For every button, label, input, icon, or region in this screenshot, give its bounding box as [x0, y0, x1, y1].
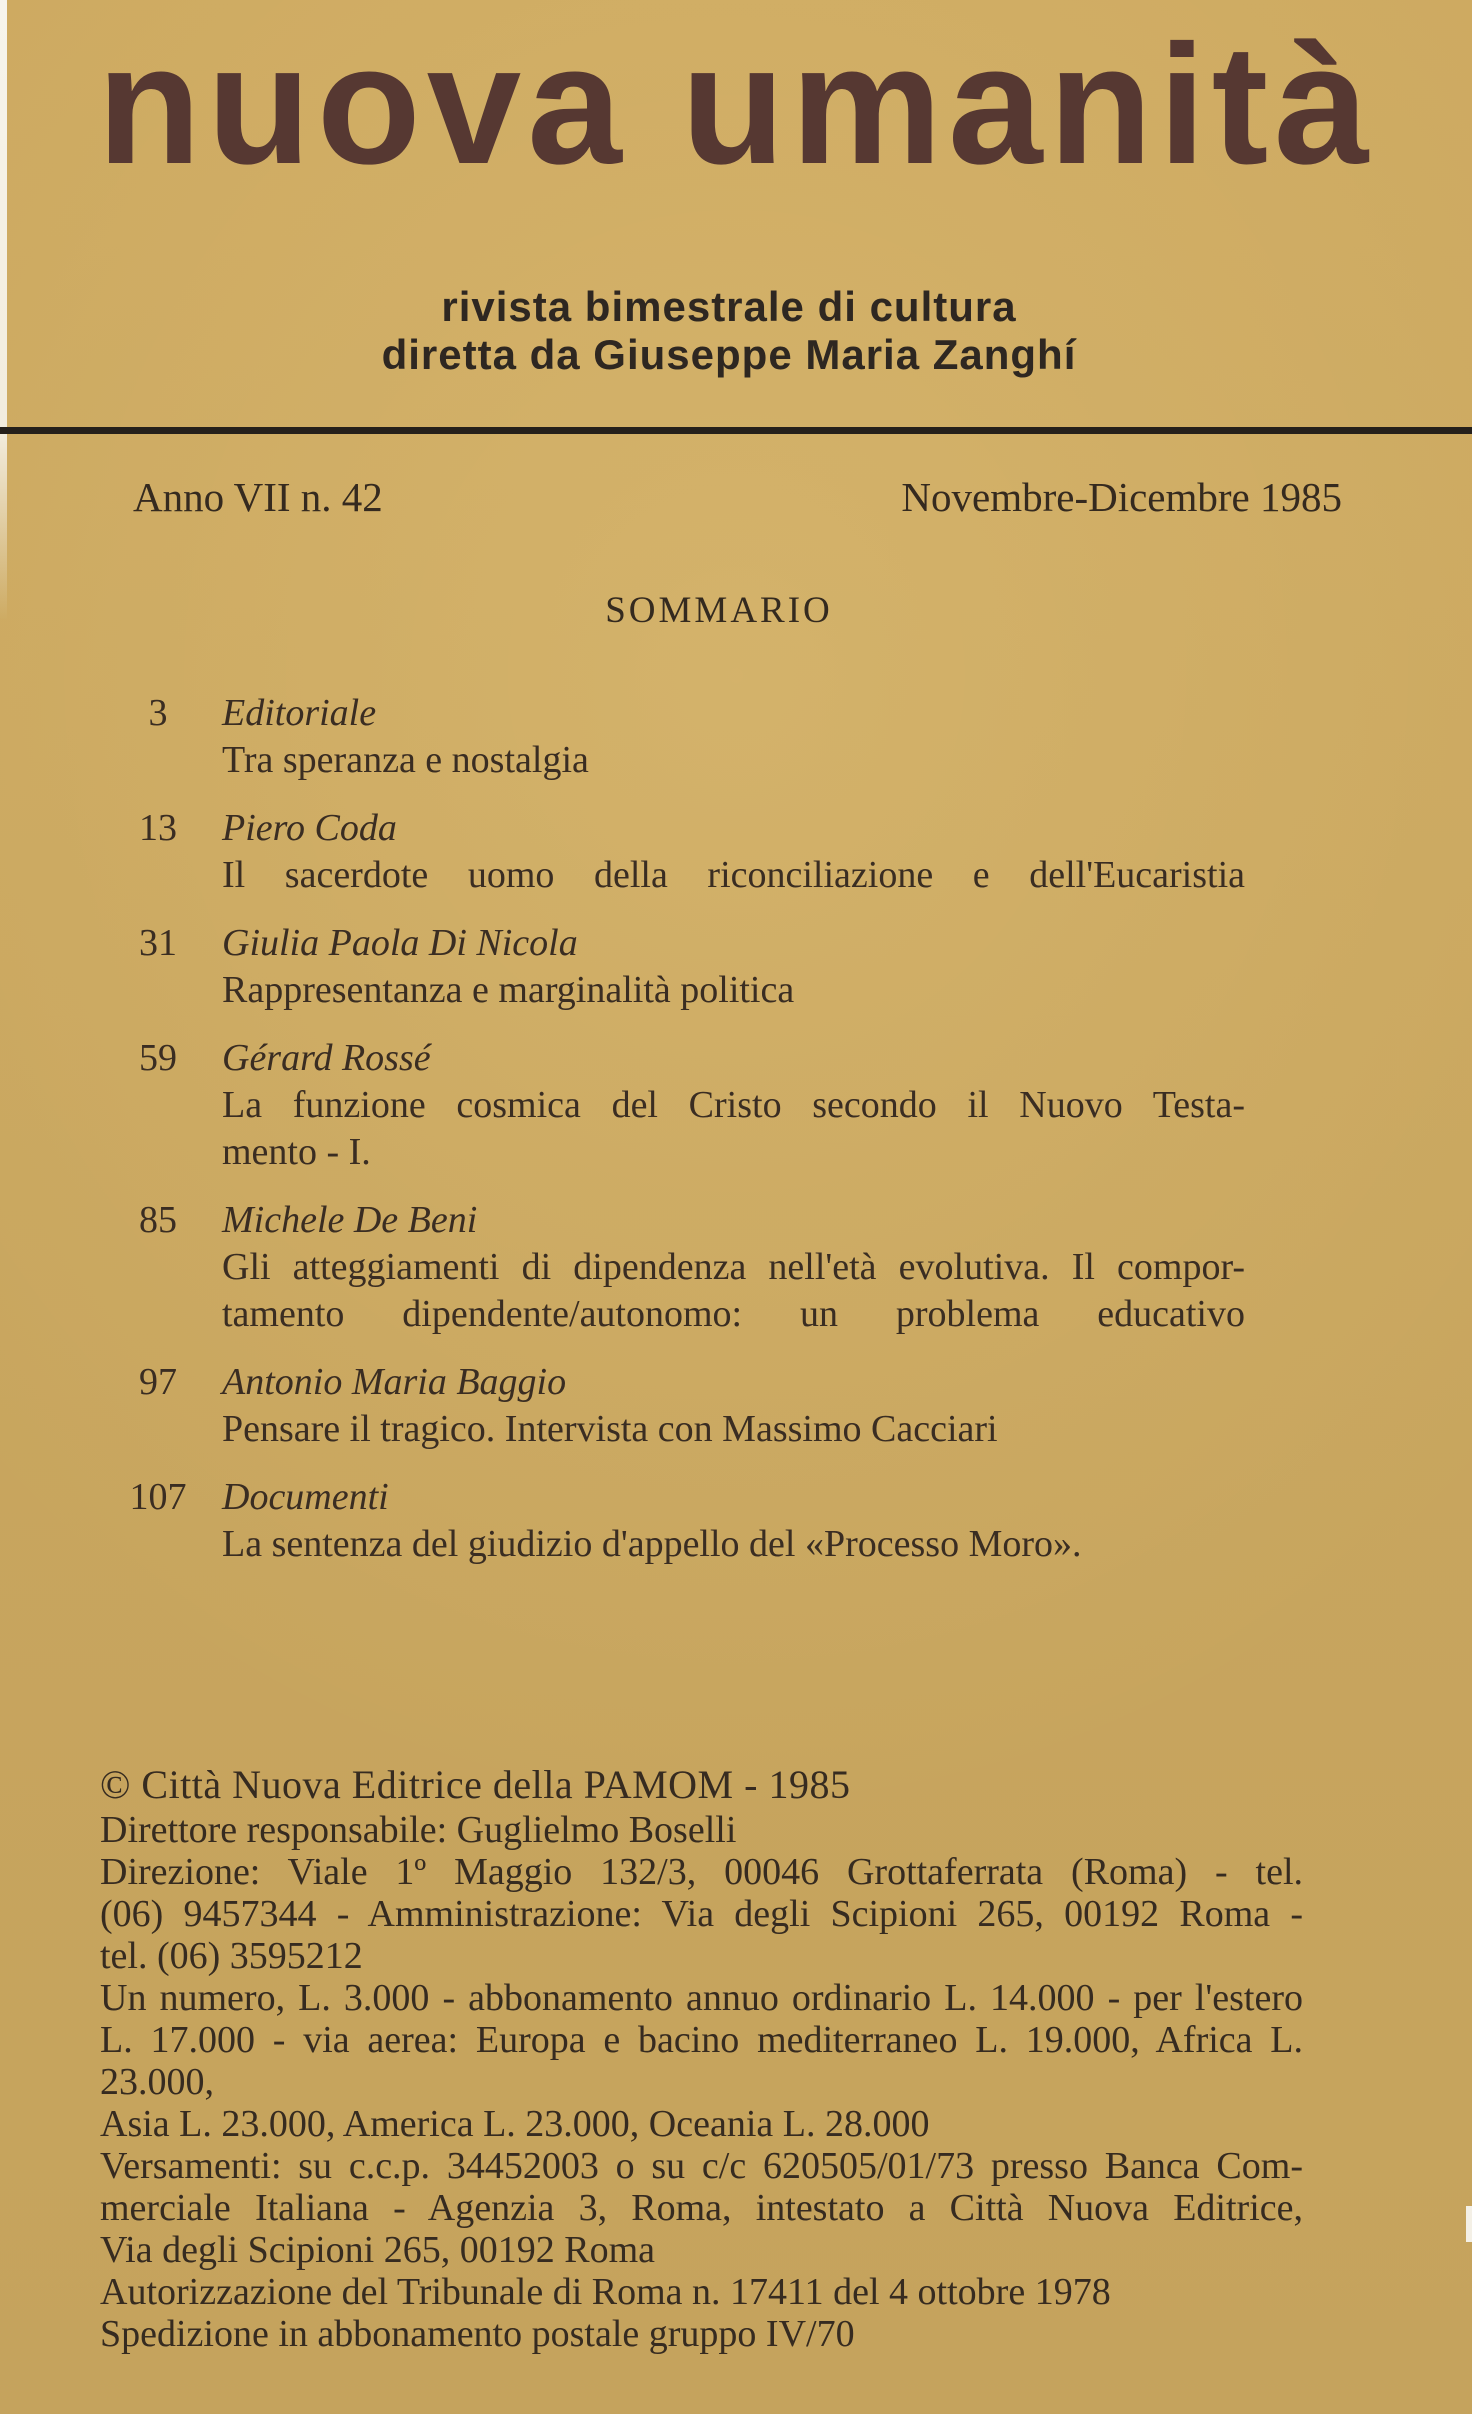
toc-entry	[123, 1035, 1245, 1176]
toc-page-number: 85	[139, 1199, 177, 1241]
toc-title-line: Rappresentanza e marginalità politica	[222, 969, 795, 1011]
toc-entry-body	[222, 1474, 1245, 1568]
divider-rule	[0, 427, 1472, 434]
toc-title-line: La funzione cosmica del Cristo secondo il Nuovo Testa-	[222, 1084, 1245, 1126]
toc-entry-body	[222, 1197, 1245, 1338]
colophon-line: L. 17.000 - via aerea: Europa e bacino mediterraneo L. 19.000, Africa L. 23.000,	[100, 2019, 1303, 2103]
toc-entry	[123, 1197, 1245, 1338]
table-of-contents	[123, 690, 1245, 1589]
toc-page-number: 3	[148, 692, 168, 734]
toc-entry	[123, 920, 1245, 1014]
toc-author: Michele De Beni	[222, 1199, 478, 1241]
toc-page-number: 31	[139, 922, 177, 964]
toc-page-number: 59	[139, 1037, 177, 1079]
scan-edge-artifact-right	[1466, 2206, 1472, 2242]
colophon	[100, 1764, 1303, 2355]
issue-number: Anno VII n. 42	[133, 474, 383, 520]
toc-title-line: Il sacerdote uomo della riconciliazione e dell'Eucaristia	[222, 854, 1245, 896]
toc-entry	[123, 690, 1245, 784]
toc-entry-body	[222, 1035, 1245, 1176]
toc-title-line: tamento dipendente/autonomo: un problema educativo	[222, 1293, 1245, 1335]
toc-author: Gérard Rossé	[222, 1037, 431, 1079]
toc-entry-body	[222, 805, 1245, 899]
colophon-line: (06) 9457344 - Amministrazione: Via degli Scipioni 265, 00192 Roma -	[100, 1893, 1303, 1935]
colophon-line: Direttore responsabile: Guglielmo Boselli	[100, 1809, 737, 1851]
toc-entry-body	[222, 920, 1245, 1014]
colophon-line: merciale Italiana - Agenzia 3, Roma, intestato a Città Nuova Editrice,	[100, 2187, 1303, 2229]
toc-heading: SOMMARIO	[605, 590, 833, 631]
toc-entry	[123, 1474, 1245, 1568]
toc-author: Editoriale	[222, 692, 377, 734]
subtitle-line-2: diretta da Giuseppe Maria Zanghí	[381, 331, 1077, 378]
masthead-subtitle	[0, 283, 1458, 379]
toc-title-line: Pensare il tragico. Intervista con Massimo Cacciari	[222, 1408, 998, 1450]
issue-date: Novembre-Dicembre 1985	[901, 474, 1342, 520]
colophon-line: Versamenti: su c.c.p. 34452003 o su c/c 620505/01/73 presso Banca Com-	[100, 2145, 1303, 2187]
colophon-line: Spedizione in abbonamento postale gruppo IV/70	[100, 2313, 855, 2355]
colophon-line: Direzione: Viale 1º Maggio 132/3, 00046 Grottaferrata (Roma) - tel.	[100, 1851, 1303, 1893]
toc-author: Giulia Paola Di Nicola	[222, 922, 578, 964]
colophon-line: tel. (06) 3595212	[100, 1935, 363, 1977]
toc-title-line: Gli atteggiamenti di dipendenza nell'età evolutiva. Il compor-	[222, 1246, 1245, 1288]
colophon-copyright-line: © Città Nuova Editrice della PAMOM - 1985	[100, 1762, 851, 1807]
colophon-line: Un numero, L. 3.000 - abbonamento annuo ordinario L. 14.000 - per l'estero	[100, 1977, 1303, 2019]
toc-entry-body	[222, 1359, 1245, 1453]
toc-page-number: 97	[139, 1361, 177, 1403]
toc-title-line: mento - I.	[222, 1131, 371, 1173]
colophon-line: Autorizzazione del Tribunale di Roma n. 17411 del 4 ottobre 1978	[100, 2271, 1111, 2313]
colophon-line: Via degli Scipioni 265, 00192 Roma	[100, 2229, 656, 2271]
colophon-line: Asia L. 23.000, America L. 23.000, Oceania L. 28.000	[100, 2103, 930, 2145]
issue-row	[133, 474, 1342, 520]
toc-title-line: Tra speranza e nostalgia	[222, 739, 589, 781]
masthead-title: nuova umanità	[97, 10, 1375, 200]
toc-entry	[123, 1359, 1245, 1453]
toc-author: Piero Coda	[222, 807, 397, 849]
toc-author: Documenti	[222, 1476, 389, 1518]
toc-title-line: La sentenza del giudizio d'appello del «Processo Moro».	[222, 1523, 1082, 1565]
toc-entry-body	[222, 690, 1245, 784]
toc-author: Antonio Maria Baggio	[222, 1361, 567, 1403]
toc-entry	[123, 805, 1245, 899]
subtitle-line-1: rivista bimestrale di cultura	[441, 283, 1017, 330]
toc-page-number: 13	[139, 807, 177, 849]
toc-page-number: 107	[129, 1476, 187, 1518]
